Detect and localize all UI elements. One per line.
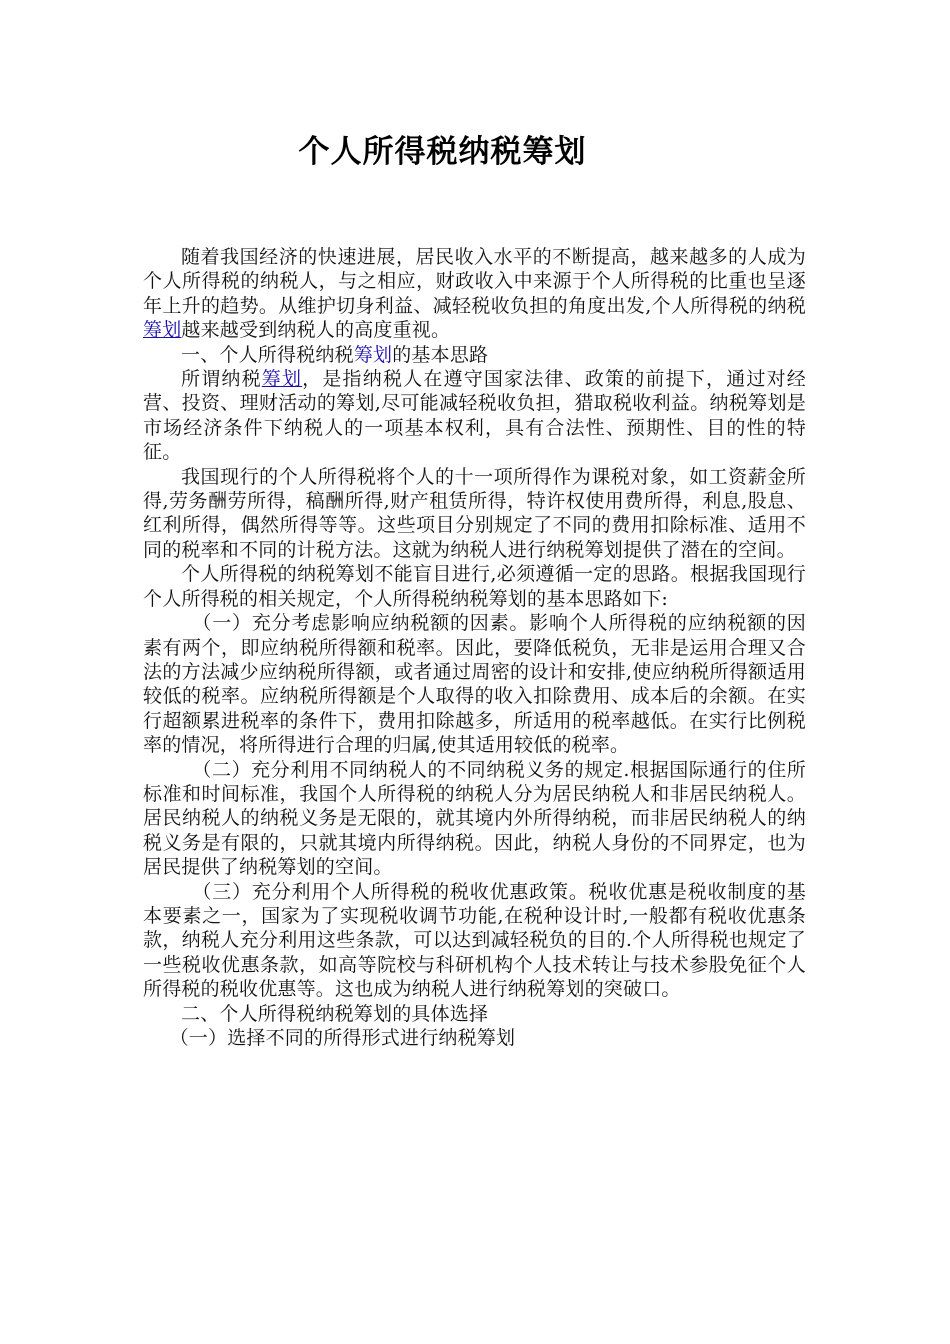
section1-text-a: 一、个人所得税纳税 bbox=[181, 343, 354, 366]
section2-heading: 二、个人所得税纳税筹划的具体选择 bbox=[181, 1002, 489, 1025]
section1-heading bbox=[143, 343, 806, 367]
items-paragraph: 我国现行的个人所得税将个人的十一项所得作为课税对象，如工资薪金所得,劳务酬劳所得，稿酬所得,财产租赁所得，特许权使用费所得，利息,股息、红利所得，偶然所得等等。这些项目分别规定了不同的费用扣除标准、适用不同的税率和不同的计税方法。这就为纳税人进行纳税筹划提供了潜在的空间。 bbox=[143, 465, 806, 561]
chouhua-link[interactable]: 筹划 bbox=[261, 368, 303, 391]
definition-paragraph bbox=[143, 367, 806, 465]
document-body bbox=[143, 245, 806, 1050]
definition-text-a: 所谓纳税 bbox=[181, 368, 262, 391]
intro-text-a: 随着我国经济的快速进展，居民收入水平的不断提高，越来越多的人成为个人所得税的纳税人，与之相应，财政收入中来源于个人所得税的比重也呈逐年上升的趋势。从维护切身利益、减轻税收负担的角度出发,个人所得税的纳税 bbox=[143, 246, 806, 317]
point3-paragraph: （三）充分利用个人所得税的税收优惠政策。税收优惠是税收制度的基本要素之一，国家为了实现税收调节功能,在税种设计时,一般都有税收优惠条款，纳税人充分利用这些条款，可以达到减轻税负的目的.个人所得税也规定了一些税收优惠条款，如高等院校与科研机构个人技术转让与技术参股免征个人所得税的税收优惠等。这也成为纳税人进行纳税筹划的突破口。 bbox=[143, 880, 806, 1001]
definition-text-b: ，是指纳税人在遵守国家法律、政策的前提下，通过对经营、投资、理财活动的筹划,尽可能减轻税收负担，猎取税收利益。纳税筹划是市场经济条件下纳税人的一项基本权利，具有合法性、预期性、目的性的特征。 bbox=[143, 368, 806, 464]
point1-paragraph: （一）充分考虑影响应纳税额的因素。影响个人所得税的应纳税额的因素有两个，即应纳税所得额和税率。因此，要降低税负，无非是运用合理又合法的方法减少应纳税所得额，或者通过周密的设计和安排,使应纳税所得额适用较低的税率。应纳税所得额是个人取得的收入扣除费用、成本后的余额。在实行超额累进税率的条件下，费用扣除越多，所适用的税率越低。在实行比例税率的情况，将所得进行合理的归属,使其适用较低的税率。 bbox=[143, 612, 806, 757]
intro-paragraph bbox=[143, 245, 806, 343]
point2-paragraph: （二）充分利用不同纳税人的不同纳税义务的规定.根据国际通行的住所标准和时间标准，我国个人所得税的纳税人分为居民纳税人和非居民纳税人。居民纳税人的纳税义务是无限的，就其境内外所得纳税，而非居民纳税人的纳税义务是有限的，只就其境内所得纳税。因此，纳税人身份的不同界定，也为居民提供了纳税筹划的空间。 bbox=[143, 758, 806, 879]
section2-sub1-heading: （一）选择不同的所得形式进行纳税筹划 bbox=[169, 1027, 516, 1049]
section1-text-b: 的基本思路 bbox=[392, 343, 489, 366]
document-title: 个人所得税纳税筹划 bbox=[298, 134, 587, 170]
chouhua-link[interactable]: 筹划 bbox=[143, 319, 182, 342]
intro-text-b: 越来越受到纳税人的高度重视。 bbox=[181, 319, 451, 342]
chouhua-link[interactable]: 筹划 bbox=[353, 343, 393, 366]
approach-paragraph: 个人所得税的纳税筹划不能盲目进行,必须遵循一定的思路。根据我国现行个人所得税的相关规定，个人所得税纳税筹划的基本思路如下: bbox=[143, 563, 806, 610]
